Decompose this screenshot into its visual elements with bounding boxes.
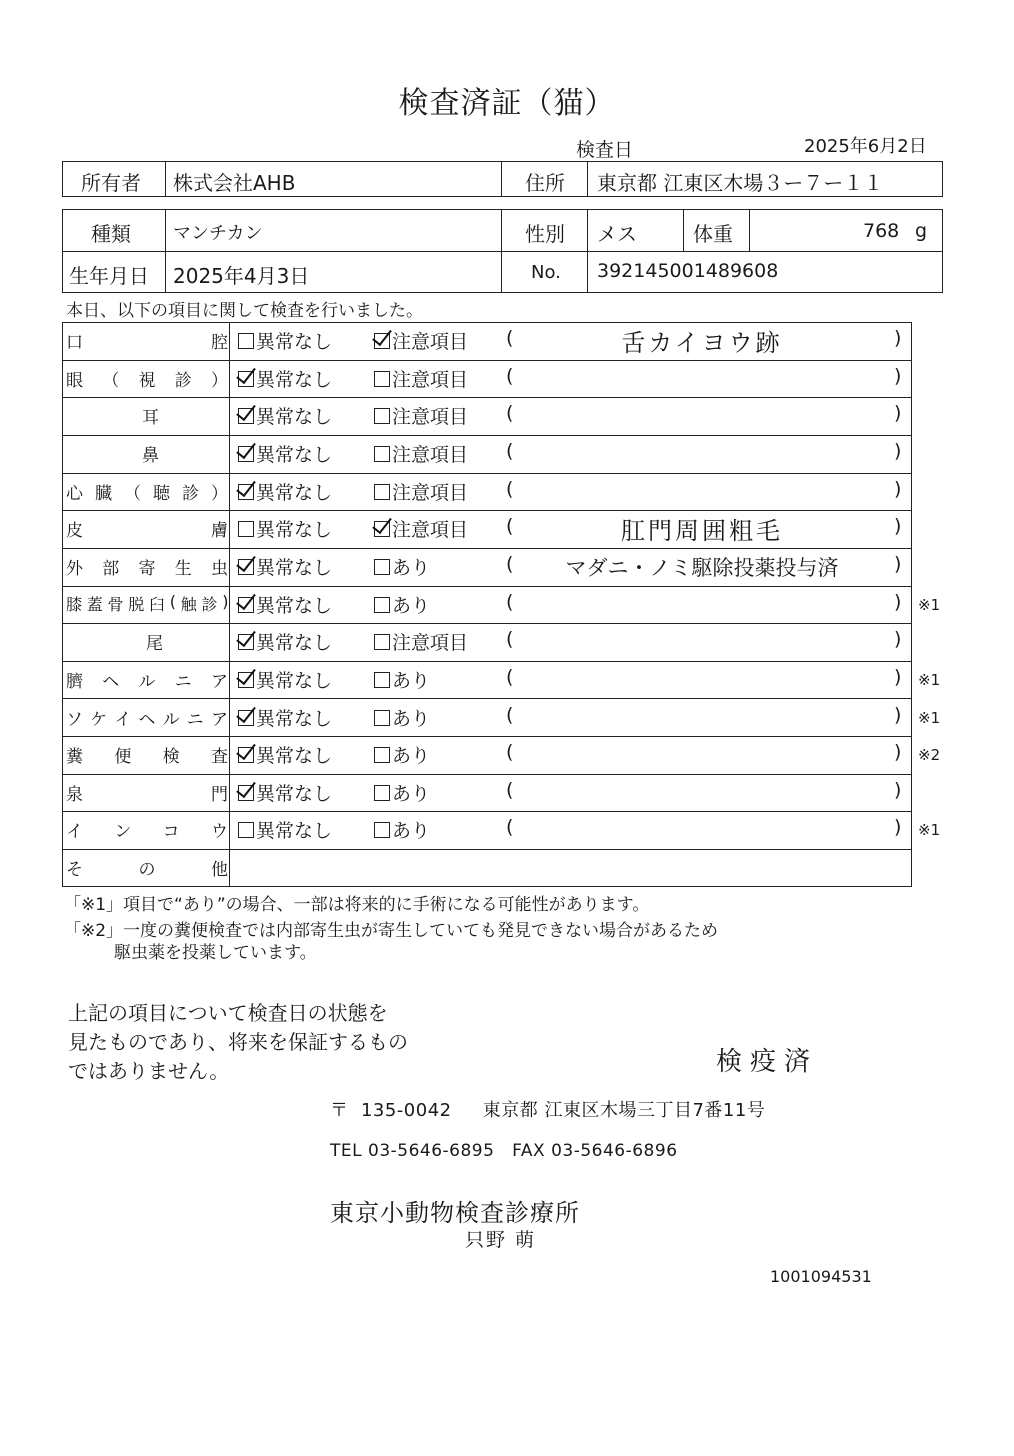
clinic-contact [330,1141,678,1161]
other-label-char: の [138,860,156,881]
tel-label: TEL [330,1141,363,1161]
option-attention-label: あり [392,669,431,692]
checkbox-attention[interactable] [374,371,390,387]
document-number: 1001094531 [770,1267,872,1286]
dob-value: 2025年4月3日 [173,264,310,288]
postal-mark: 〒 [330,1100,349,1121]
sex-label: 性別 [525,222,565,246]
footnote-2-line1: 「※2」一度の糞便検査では内部寄生虫が寄生していても発見できない場合があるため [64,921,719,941]
option-attention[interactable] [374,666,430,693]
option-attention-label: あり [392,556,431,579]
clinic-name: 東京小動物検査診療所 [330,1199,580,1227]
inspection-item-label: 心 臓 （ 聴 診 ） [66,483,228,504]
fax-label: FAX [512,1141,546,1161]
checkbox-attention[interactable] [374,408,390,424]
inspection-item-label: 耳 [142,408,159,429]
other-row-label [66,855,228,880]
inspection-row [62,811,941,848]
close-paren: ) [894,402,902,425]
footnote-mark: ※1 [918,708,941,727]
close-paren: ) [894,665,902,688]
option-normal-label: 異常なし [256,707,333,730]
open-paren: ( [506,665,514,688]
document-title: 検査済証（猫） [398,86,616,121]
close-paren: ) [894,816,902,839]
option-normal[interactable] [238,591,332,618]
close-paren: ) [894,477,902,500]
inspection-row [62,548,911,585]
clinic-person: 只野 萌 [465,1229,537,1251]
inspection-row [62,322,911,359]
option-normal[interactable] [238,365,332,392]
open-paren: ( [506,515,514,538]
close-paren: ) [894,327,902,349]
checkbox-normal[interactable] [238,446,254,462]
inspection-item-label: 皮 膚 [66,521,228,542]
close-paren: ) [894,778,902,801]
open-paren: ( [506,402,514,425]
open-paren: ( [506,590,514,613]
close-paren: ) [894,628,902,651]
weight-unit: g [915,220,928,242]
open-paren: ( [506,552,514,575]
option-attention-label: あり [392,820,431,843]
footnote-1: 「※1」項目で“あり”の場合、一部は将来的に手術になる可能性があります。 [64,895,650,915]
option-attention[interactable] [374,779,430,806]
option-normal-label: 異常なし [256,406,333,429]
row-divider [62,849,911,850]
checkbox-normal[interactable] [238,484,254,500]
option-normal[interactable] [238,779,332,806]
inspection-row [62,473,911,510]
no-value: 392145001489608 [597,260,779,282]
inspection-row [62,774,911,811]
exam-date-label: 検査日 [576,139,634,161]
closing-line-1: 上記の項目について検査日の状態を [68,1001,388,1025]
inspection-item-label: ソ ケ イ ヘ ル ニ ア [66,709,228,730]
fax-number: 03-5646-6896 [551,1141,678,1161]
checkbox-attention[interactable] [374,446,390,462]
option-normal[interactable] [238,440,332,467]
option-attention-label: 注意項目 [392,331,469,353]
inspection-row [62,510,911,547]
option-normal[interactable] [238,741,332,768]
owner-label: 所有者 [81,171,141,195]
close-paren: ) [894,590,902,613]
option-normal-label: 異常なし [256,745,333,768]
option-normal-label: 異常なし [256,331,333,353]
checkbox-attention[interactable] [374,559,390,575]
weight-label: 体重 [693,222,733,246]
open-paren: ( [506,778,514,801]
open-paren: ( [506,741,514,764]
checkbox-normal[interactable] [238,822,254,838]
option-attention-label: 注意項目 [392,443,469,466]
inspection-item-label: 眼 （ 視 診 ） [66,370,228,391]
option-attention-label: 注意項目 [392,481,469,504]
open-paren: ( [506,628,514,651]
checkbox-attention[interactable] [374,785,390,801]
option-attention[interactable] [374,704,430,731]
other-label-char: そ [66,860,83,881]
dob-label: 生年月日 [69,264,149,288]
checkbox-attention[interactable] [374,634,390,650]
option-attention-label: 注意項目 [392,368,469,391]
checkbox-normal[interactable] [238,747,254,763]
option-attention[interactable] [374,628,468,655]
option-normal-label: 異常なし [256,481,333,504]
option-attention[interactable] [374,402,468,429]
checkbox-attention[interactable] [374,822,390,838]
option-attention[interactable] [374,365,468,392]
option-normal[interactable] [238,553,332,580]
checkbox-normal[interactable] [238,408,254,424]
option-attention[interactable] [374,741,430,768]
option-normal[interactable] [238,704,332,731]
checkbox-normal[interactable] [238,371,254,387]
type-label: 種類 [91,222,131,246]
inspection-note: 肛門周囲粗毛 [621,517,783,546]
checkbox-normal[interactable] [238,785,254,801]
open-paren: ( [506,816,514,839]
checkbox-attention[interactable] [374,333,390,349]
option-attention[interactable] [374,440,468,467]
closing-line-3: ではありません。 [68,1059,230,1083]
close-paren: ) [894,364,902,387]
checkbox-attention[interactable] [374,672,390,688]
option-normal[interactable] [238,628,332,655]
option-attention-label: あり [392,594,431,617]
option-normal-label: 異常なし [256,368,333,391]
option-normal-label: 異常なし [256,443,333,466]
open-paren: ( [506,364,514,387]
intro-text: 本日、以下の項目に関して検査を行いました。 [66,301,423,321]
option-attention-label: あり [392,745,431,768]
option-normal[interactable] [238,478,332,505]
option-attention-label: あり [392,782,431,805]
option-normal[interactable] [238,816,332,843]
open-paren: ( [506,703,514,726]
address-value: 東京都 江東区木場３ー７ー１１ [597,171,884,195]
option-attention-label: あり [392,707,431,730]
option-normal[interactable] [238,515,332,542]
clinic-address [330,1096,765,1122]
checkbox-attention[interactable] [374,710,390,726]
no-label: No. [531,262,561,283]
inspection-item-label: 膝 蓋 骨 脱 臼 ( 触 診 ) [66,591,228,614]
option-attention[interactable] [374,816,430,843]
weight-value: 768 [863,220,900,242]
close-paren: ) [894,741,902,764]
option-attention[interactable] [374,478,468,505]
other-label-char: 他 [211,860,228,881]
owner-value: 株式会社AHB [173,171,296,195]
close-paren: ) [894,515,902,538]
inspection-item-label: 臍 ヘ ル ニ ア [66,671,228,692]
inspection-item-label: 尾 [146,634,163,655]
checkbox-attention[interactable] [374,597,390,613]
checkbox-attention[interactable] [374,521,390,537]
checkbox-normal[interactable] [238,521,254,537]
checkbox-normal[interactable] [238,634,254,650]
inspection-row [62,586,941,623]
close-paren: ) [894,552,902,575]
option-normal-label: 異常なし [256,669,333,692]
inspection-item-label: 糞 便 検 査 [66,747,228,768]
footnote-2-line2: 駆虫薬を投薬しています。 [114,943,317,963]
option-attention[interactable] [374,553,430,580]
footnote-mark: ※2 [918,746,941,765]
option-normal-label: 異常なし [256,782,333,805]
open-paren: ( [506,327,514,349]
inspection-item-label: 鼻 [142,445,159,466]
quarantine-stamp: 検疫済 [716,1047,819,1077]
option-normal[interactable] [238,666,332,693]
option-normal[interactable] [238,402,332,429]
animal-table [62,209,943,293]
address-text: 東京都 江東区木場三丁目7番11号 [482,1100,766,1121]
inspection-row [62,661,941,698]
closing-line-2: 見たものであり、将来を保証するもの [68,1030,408,1054]
option-attention[interactable] [374,591,430,618]
checkbox-normal[interactable] [238,559,254,575]
option-attention[interactable] [374,327,468,354]
checkbox-normal[interactable] [238,333,254,349]
option-normal-label: 異常なし [256,820,333,843]
inspection-row [62,360,911,397]
inspection-item-label: 外 部 寄 生 虫 [66,558,228,579]
inspection-item-label: イ ン コ ウ [66,822,228,843]
checkbox-normal[interactable] [238,597,254,613]
inspection-row [62,699,941,736]
footnote-mark: ※1 [918,670,941,689]
option-attention[interactable] [374,515,468,542]
option-attention-label: 注意項目 [392,632,469,655]
exam-date-value: 2025年6月2日 [804,136,927,157]
closing-statement [68,999,408,1086]
inspection-row [62,435,911,472]
close-paren: ) [894,439,902,462]
address-label: 住所 [525,171,565,195]
inspection-item-label: 泉 門 [66,784,228,805]
checkbox-normal[interactable] [238,672,254,688]
footnote-mark: ※1 [918,821,941,840]
option-normal-label: 異常なし [256,519,333,542]
open-paren: ( [506,477,514,500]
option-normal-label: 異常なし [256,594,333,617]
option-attention-label: 注意項目 [392,406,469,429]
checkbox-attention[interactable] [374,747,390,763]
option-attention-label: 注意項目 [392,519,469,542]
inspection-row [62,623,911,660]
inspection-item-label: 口 腔 [66,333,228,353]
checkbox-attention[interactable] [374,484,390,500]
close-paren: ) [894,703,902,726]
option-normal[interactable] [238,327,332,354]
inspection-row [62,736,941,773]
inspection-note: 舌カイヨウ跡 [621,329,783,357]
inspection-row [62,397,911,434]
tel-number: 03-5646-6895 [368,1141,495,1161]
checkbox-normal[interactable] [238,710,254,726]
inspection-note: マダニ・ノミ駆除投薬投与済 [565,555,839,580]
postal-code: 135-0042 [360,1100,452,1121]
open-paren: ( [506,439,514,462]
sex-value: メス [597,222,637,246]
owner-table [62,161,943,197]
option-normal-label: 異常なし [256,556,333,579]
footnote-mark: ※1 [918,595,941,614]
option-normal-label: 異常なし [256,632,333,655]
type-value: マンチカン [173,223,263,244]
